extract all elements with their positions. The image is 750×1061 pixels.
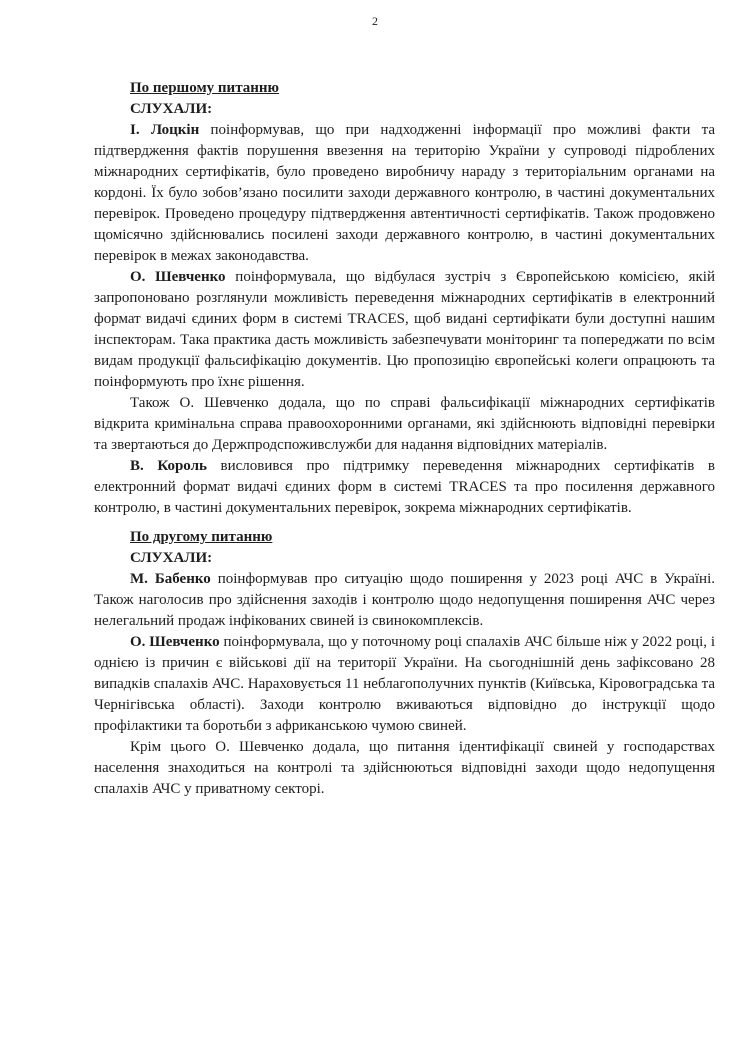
section-2-paragraph-2 — [94, 632, 715, 737]
paragraph-text: Крім цього О. Шевченко додала, що питання ідентифікації свиней у господарствах населення знаходиться на контролі та здійснюються відповідні заходи щодо недопущення спалахів АЧС у приватному секторі. — [94, 739, 715, 797]
speaker-name: В. Король — [130, 458, 207, 474]
section-1-paragraph-3 — [94, 393, 715, 456]
speaker-name: О. Шевченко — [130, 269, 226, 285]
paragraph-text: поінформувала, що у поточному році спалахів АЧС більше ніж у 2022 році, і однією із причин є військові дії на території України. На сьогоднішній день зафіксовано 28 випадків спалахів АЧС. Нараховується 11 неблагополучних пунктів (Київська, Кіровоградська та Чернігівська області). Заходи контролю вживаються відповідно до інструкції щодо профілактики та боротьби з африканською чумою свиней. — [94, 634, 716, 734]
paragraph-text: поінформував про ситуацію щодо поширення у 2023 році АЧС в Україні. Також наголосив про здійснення заходів і контролю щодо недопущення поширення АЧС через нелегальний продаж інфікованих свиней із свинокомплексів. — [94, 571, 715, 629]
speaker-name: І. Лоцкін — [130, 122, 200, 138]
section-1-paragraph-4 — [94, 456, 715, 519]
section-1-listened-label: СЛУХАЛИ: — [130, 101, 213, 117]
paragraph-text: висловився про підтримку переведення міжнародних сертифікатів в електронний формат видачі єдиних форм в системі TRACES та про посилення державного контролю, в частині документальних перевірок, зокрема міжнародних сертифікатів. — [94, 458, 715, 516]
page-number: 2 — [372, 14, 378, 28]
document-body — [94, 78, 715, 800]
section-1-heading: По першому питанню — [130, 80, 279, 96]
paragraph-text: поінформував, що при надходженні інформації про можливі факти та підтвердження фактів порушення ввезення на територію України у супроводі підроблених міжнародних сертифікатів, було проведено виробничу нараду з територіальним органами на кордоні. Їх було зобов’язано посилити заходи державного контролю, в частині документальних перевірок. Проведено процедуру підтвердження автентичності сертифікатів. Також продовжено щомісячно здійснювались посилені заходи державного контролю, в частині документальних перевірок в межах законодавства. — [94, 122, 715, 264]
paragraph-text: поінформувала, що відбулася зустріч з Європейською комісією, якій запропоновано розглянули можливість переведення міжнародних сертифікатів в електронний формат видачі єдиних форм в системі TRACES, щоб видані сертифікати були доступні нашим інспекторам. Така практика дасть можливість забезпечувати моніторинг та попереджати по всім видам продукції фальсифікацію документів. Цю пропозицію європейські колеги опрацюють та поінформують про їхнє рішення. — [94, 269, 715, 390]
section-1-paragraph-1 — [94, 120, 715, 267]
section-2-heading: По другому питанню — [130, 529, 273, 545]
section-2-paragraph-1 — [94, 569, 715, 632]
speaker-name: М. Бабенко — [130, 571, 211, 587]
section-1-paragraph-2 — [94, 267, 715, 393]
paragraph-text: Також О. Шевченко додала, що по справі фальсифікації міжнародних сертифікатів відкрита кримінальна справа правоохоронними органами, які здійснюють відповідні перевірки та звертаються до Держпродспоживслужби для надання відповідних матеріалів. — [94, 395, 715, 453]
section-2-paragraph-3 — [94, 737, 715, 800]
section-2-listened-label: СЛУХАЛИ: — [130, 550, 213, 566]
speaker-name: О. Шевченко — [130, 634, 220, 650]
